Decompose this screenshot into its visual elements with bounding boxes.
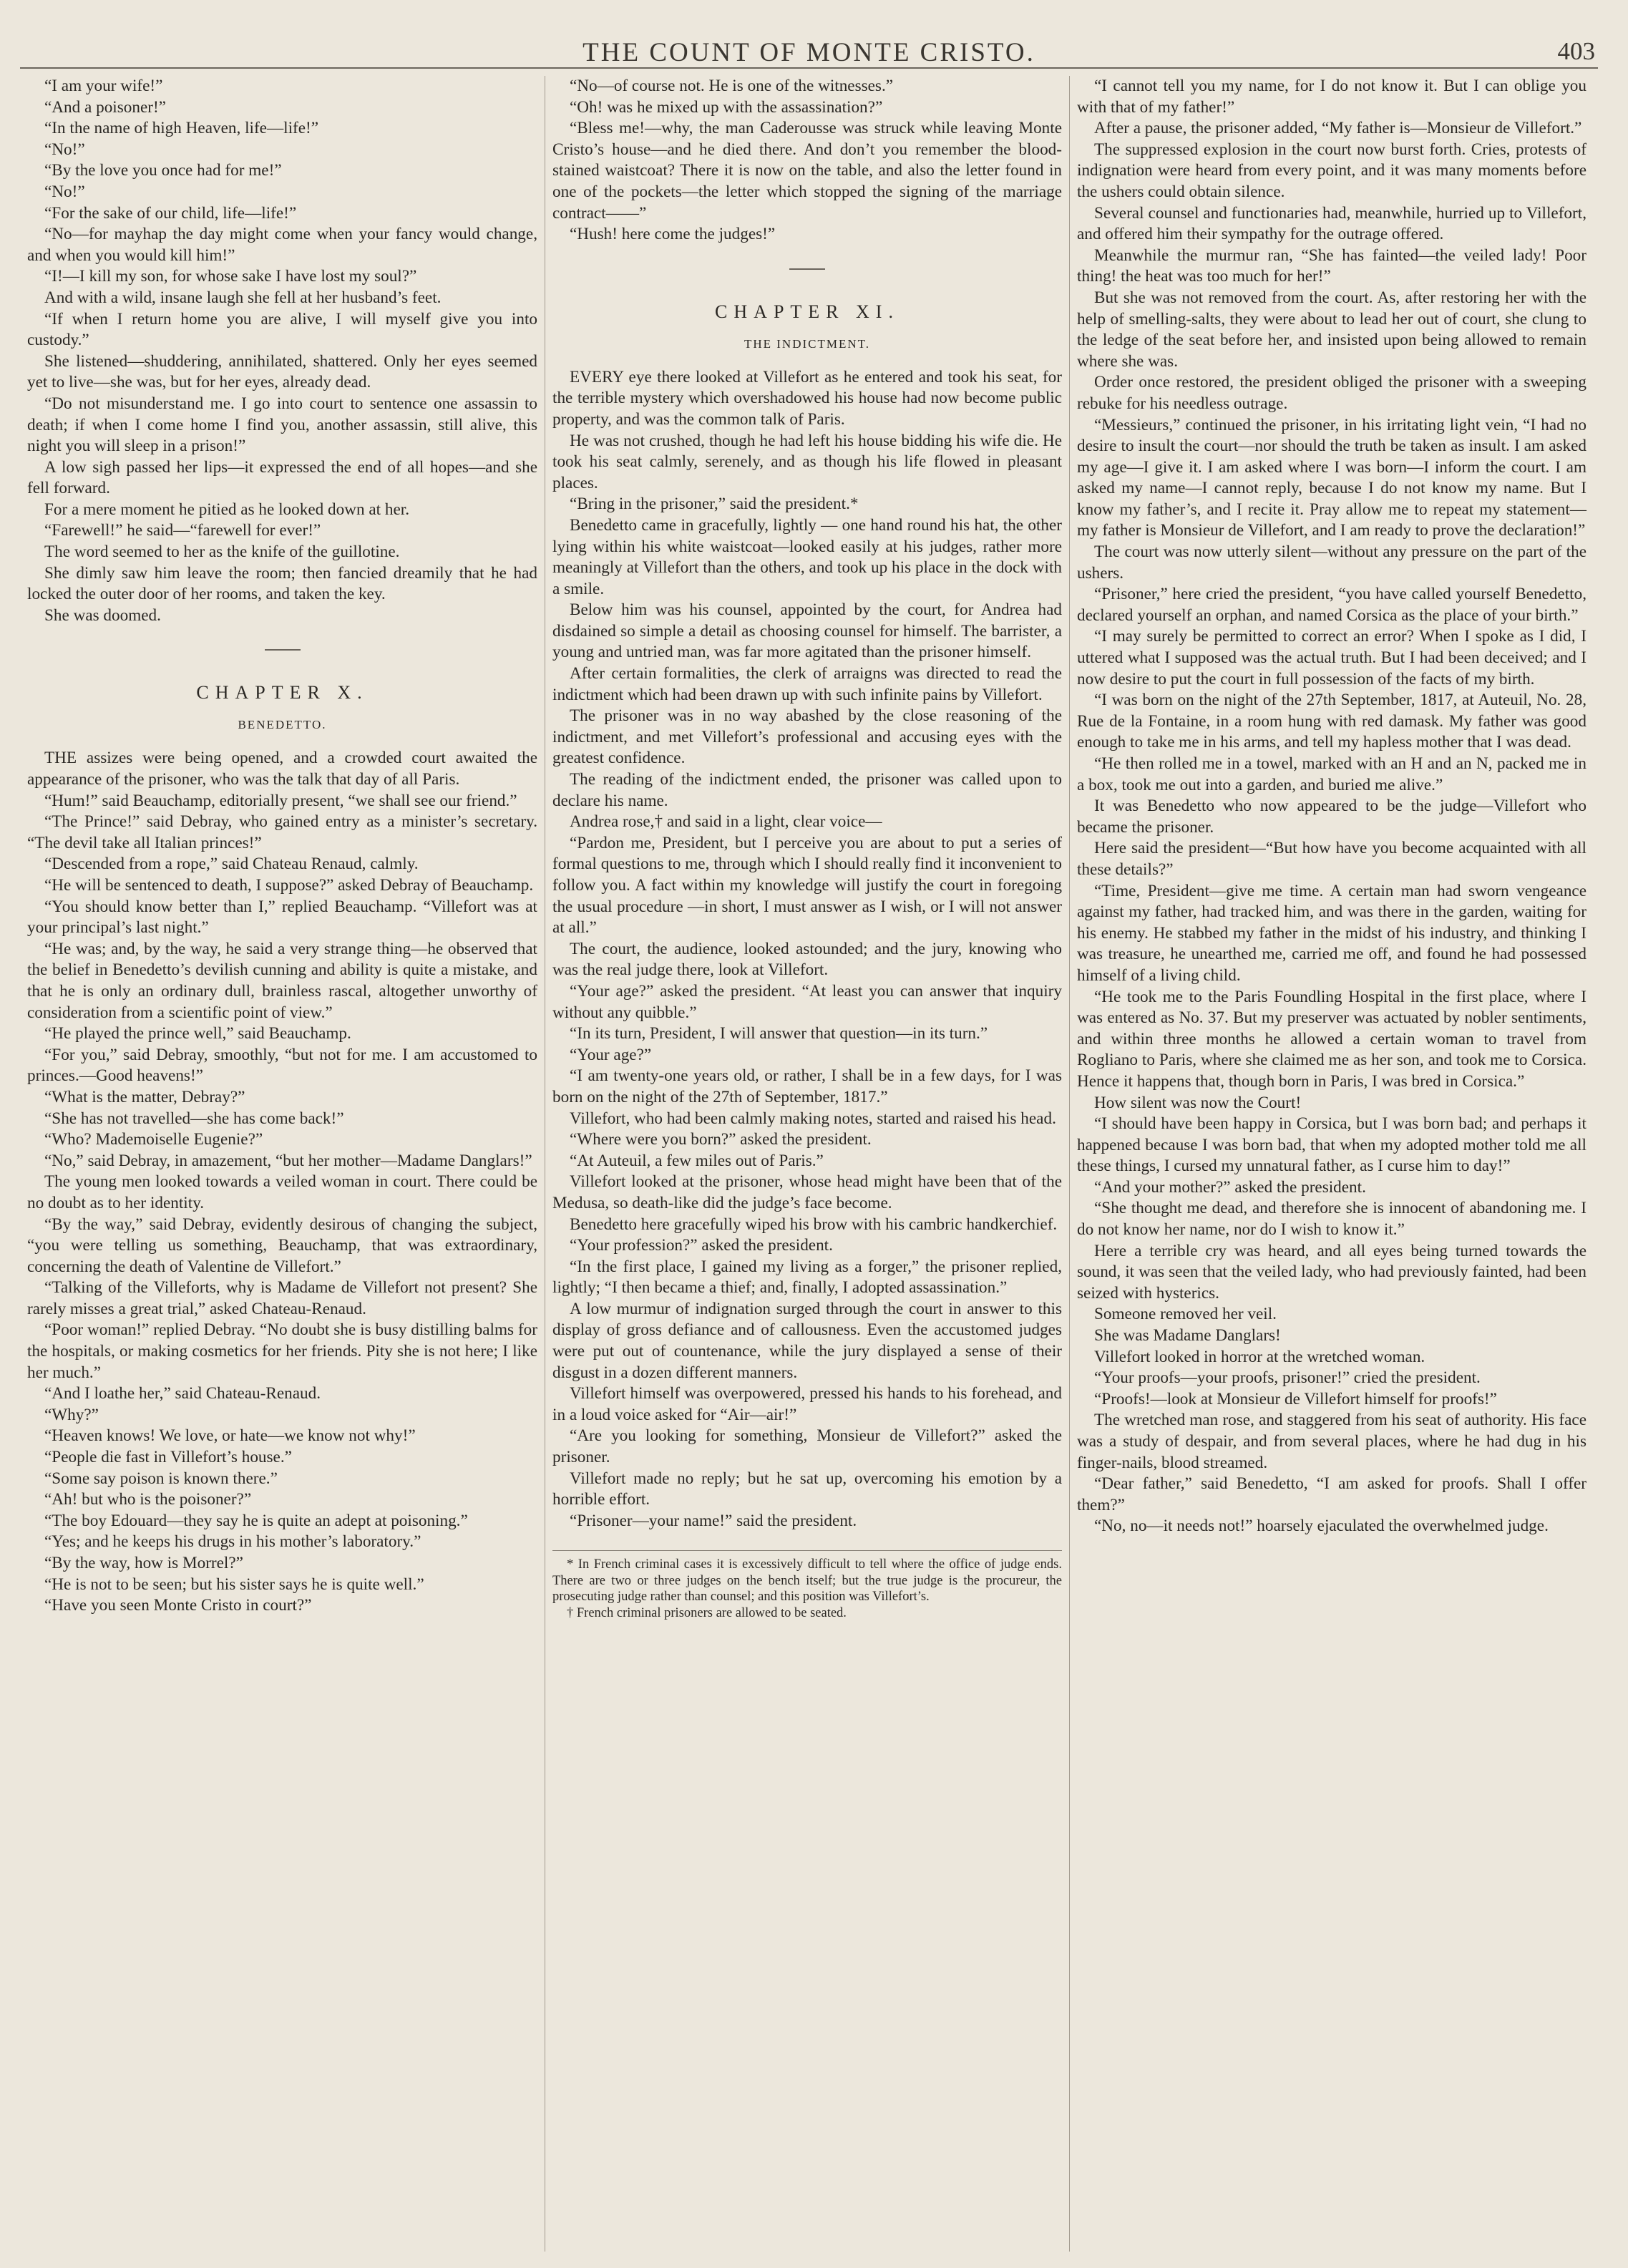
paragraph: “Prisoner—your name!” said the president. [570,1511,857,1530]
paragraph: “Ah! but who is the poisoner?” [44,1490,252,1509]
paragraph: “I am twenty-one years old, or rather, I shall be in a few days, for I was born on the night of the 27th of September, 1817.” [552,1066,1062,1106]
paragraph: “She has not travelled—she has come back!” [44,1109,344,1128]
paragraph: “Who? Mademoiselle Eugenie?” [44,1130,263,1149]
paragraph: THE assizes were being opened, and a crowded court awaited the appearance of the prisoner, who was the talk that day of all Paris. [27,749,537,789]
paragraph: Here said the president—“But how have you become acquainted with all these details?” [1077,839,1586,879]
paragraph: Villefort looked at the prisoner, whose head might have been that of the Medusa, so death-like did the judge’s face become. [552,1172,1062,1212]
paragraph: “Hush! here come the judges!” [570,225,776,244]
paragraph: She listened—shuddering, annihilated, shattered. Only her eyes seemed yet to live—she was, but for her eyes, already dead. [27,351,537,392]
paragraph: The court was now utterly silent—without any pressure on the part of the ushers. [1077,542,1586,583]
column-1 [20,76,545,2252]
chapter-heading-block [552,268,1062,351]
paragraph: The reading of the indictment ended, the prisoner was called upon to declare his name. [552,770,1062,810]
paragraph: “Bless me!—why, the man Caderousse was struck while leaving Monte Cristo’s house—and he died there. And don’t you remember the blood-stained waistcoat? There it is now on the table, and also the letter found in one of the pockets—the letter which stopped the signing of the marriage contract——” [552,119,1062,223]
paragraph: The court, the audience, looked astounded; and the jury, knowing who was the real judge there, look at Villefort. [552,939,1062,980]
paragraph: For a mere moment he pitied as he looked down at her. [44,500,409,519]
paragraph: “No!” [44,140,85,159]
paragraph: “No,” said Debray, in amazement, “but her mother—Madame Danglars!” [44,1151,532,1170]
paragraph: “Your age?” [570,1045,652,1064]
page-header [20,36,1598,69]
column-2 [545,76,1069,2252]
chapter-subtitle: BENEDETTO. [238,718,327,732]
paragraph: “He was; and, by the way, he said a very strange thing—he observed that the belief in Benedetto’s devilish cunning and ability is quite a mistake, and that he is only an ordinary dull, brainless rascal, altogether unworthy of consideration from a scientific point of view.” [27,939,537,1022]
paragraph: “Talking of the Villeforts, why is Madame de Villefort not present? She rarely misses a great trial,” asked Chateau-Renaud. [27,1278,537,1318]
paragraph: “And a poisoner!” [44,97,166,117]
paragraph: “Descended from a rope,” said Chateau Renaud, calmly. [44,855,419,874]
paragraph: The word seemed to her as the knife of the guillotine. [44,542,400,562]
paragraph: She dimly saw him leave the room; then fancied dreamily that he had locked the outer door of her rooms, and taken the key. [27,563,537,604]
paragraph: “For you,” said Debray, smoothly, “but not for me. I am accustomed to princes.—Good heavens!” [27,1045,537,1086]
paragraph: “I am your wife!” [44,77,163,95]
chapter-subtitle: THE INDICTMENT. [744,336,871,351]
paragraph: “By the way,” said Debray, evidently desirous of changing the subject, “you were telling us something, Beauchamp, that was extraordinary, concerning the death of Valentine de Villefort.” [27,1215,537,1276]
paragraph: “Your profession?” asked the president. [570,1236,833,1255]
paragraph: “I was born on the night of the 27th September, 1817, at Auteuil, No. 28, Rue de la Fontaine, in a room hung with red damask. My father was good enough to take me in his arms, and tell my hapless mother that I was dead. [1077,691,1586,752]
paragraph: “In the name of high Heaven, life—life!” [44,119,319,138]
paragraph: “By the love you once had for me!” [44,161,282,180]
paragraph: “In its turn, President, I will answer that question—in its turn.” [570,1024,988,1043]
paragraph: Several counsel and functionaries had, meanwhile, hurried up to Villefort, and offered him their sympathy for the outrage offered. [1077,203,1586,244]
paragraph: She was Madame Danglars! [1094,1326,1281,1345]
paragraph: Benedetto here gracefully wiped his brow with his cambric handkerchief. [570,1215,1058,1234]
paragraph: “Prisoner,” here cried the president, “you have called yourself Benedetto, declared yourself an orphan, and named Corsica as the place of your birth.” [1077,585,1586,625]
paragraph: “No—for mayhap the day might come when your fancy would change, and when you would kill him!” [27,225,537,265]
paragraph: A low murmur of indignation surged through the court in answer to this display of gross defiance and of callousness. Even the accustomed judges were put out of countenance, while the jury displayed a sense of their disgust in a dozen different manners. [552,1299,1062,1382]
paragraph: After certain formalities, the clerk of arraigns was directed to read the indictment which had been drawn up with such infinite pains by Villefort. [552,664,1062,704]
paragraph: “Your age?” asked the president. “At least you can answer that inquiry without any quibble.” [552,981,1062,1022]
column-3 [1069,76,1594,2252]
paragraph: The young men looked towards a veiled woman in court. There could be no doubt as to her identity. [27,1172,537,1212]
paragraph: Below him was his counsel, appointed by the court, for Andrea had disdained so simple a detail as choosing counsel for himself. The barrister, a young and untried man, was far more agitated than the prisoner himself. [552,600,1062,662]
paragraph: Someone removed her veil. [1094,1305,1277,1324]
paragraph: “Bring in the prisoner,” said the president.* [570,495,859,514]
paragraph: “Do not misunderstand me. I go into court to sentence one assassin to death; if when I come home I find you, another assassin, still alive, this night you will sleep in a prison!” [27,394,537,456]
paragraph: Andrea rose,† and said in a light, clear voice— [570,812,882,832]
paragraph: “He then rolled me in a towel, marked with an H and an N, packed me in a box, took me out into a garden, and buried me alive.” [1077,754,1586,794]
paragraph: “People die fast in Villefort’s house.” [44,1448,292,1467]
paragraph: “In the first place, I gained my living as a forger,” the prisoner replied, lightly; “I then became a thief; and, finally, I adopted assassination.” [552,1257,1062,1298]
chapter-divider [789,268,825,270]
footnote: * In French criminal cases it is excessively difficult to tell where the office of judge ends. There are two or three judges on the bench itself; but the true judge is the procureur, the prosecuting judge rather than counsel; and this position was Villefort’s. [552,1557,1062,1605]
paragraph: “I should have been happy in Corsica, but I was born bad; and perhaps it happened because I was born bad, that when my adopted mother told me all these things, I cursed my unnatural father, as I curse him to day!” [1077,1114,1586,1176]
paragraph: But she was not removed from the court. As, after restoring her with the help of smelling-salts, they were about to lead her out of court, she clung to the ledge of the seat before her, and insisted upon being allowed to remain where she was. [1077,288,1586,371]
text-columns [20,76,1598,2252]
paragraph: “Have you seen Monte Cristo in court?” [44,1596,312,1615]
paragraph: After a pause, the prisoner added, “My father is—Monsieur de Villefort.” [1094,119,1582,138]
paragraph: “Your proofs—your proofs, prisoner!” cried the president. [1094,1368,1481,1388]
paragraph: “If when I return home you are alive, I will myself give you into custody.” [27,309,537,350]
paragraph: “The Prince!” said Debray, who gained entry as a minister’s secretary. “The devil take all Italian princes!” [27,812,537,852]
paragraph: “No—of course not. He is one of the witnesses.” [570,77,894,95]
paragraph: How silent was now the Court! [1094,1093,1302,1112]
paragraph: “Pardon me, President, but I perceive you are about to put a series of formal questions to me, through which I should really find it inconvenient to follow you. A fact within my knowledge will justify the court in foregoing the usual procedure —in short, I must answer as I wish, or I will not answer at all.” [552,833,1062,938]
paragraph: “I cannot tell you my name, for I do not know it. But I can oblige you with that of my father!” [1077,77,1586,117]
paragraph: She was doomed. [44,605,161,625]
paragraph: “I!—I kill my son, for whose sake I have lost my soul?” [44,267,417,286]
paragraph: “By the way, how is Morrel?” [44,1554,243,1572]
paragraph: “You should know better than I,” replied Beauchamp. “Villefort was at your principal’s last night.” [27,897,537,938]
paragraph: Villefort, who had been calmly making notes, started and raised his head. [570,1109,1056,1128]
paragraph: “What is the matter, Debray?” [44,1087,245,1106]
paragraph: “He is not to be seen; but his sister says he is quite well.” [44,1575,424,1594]
paragraph: He was not crushed, though he had left his house bidding his wife die. He took his seat calmly, serenely, and as though his life flowed in pleasant places. [552,431,1062,492]
paragraph: “Why?” [44,1405,99,1424]
paragraph: “Farewell!” he said—“farewell for ever!” [44,521,321,540]
paragraph: “He played the prince well,” said Beauchamp. [44,1024,351,1043]
footnotes [552,1550,1062,1621]
paragraph: The prisoner was in no way abashed by the close reasoning of the indictment, and met Villefort’s professional and accusing eyes with the greatest confidence. [552,706,1062,768]
paragraph: The suppressed explosion in the court now burst forth. Cries, protests of indignation were heard from every point, and it was many moments before the ushers could obtain silence. [1077,140,1586,201]
paragraph: Meanwhile the murmur ran, “She has fainted—the veiled lady! Poor thing! the heat was too much for her!” [1077,245,1586,286]
paragraph: “She thought me dead, and therefore she is innocent of abandoning me. I do not know her name, nor do I wish to know it.” [1077,1199,1586,1240]
chapter-heading: CHAPTER XI. [715,301,900,322]
paragraph: Villefort himself was overpowered, pressed his hands to his forehead, and in a loud voice asked for “Air—air!” [552,1384,1062,1424]
paragraph: “He will be sentenced to death, I suppose?” asked Debray of Beauchamp. [44,876,534,895]
paragraph: “Heaven knows! We love, or hate—we know not why!” [44,1426,416,1446]
paragraph: “Are you looking for something, Monsieur de Villefort?” asked the prisoner. [552,1426,1062,1467]
paragraph: “He took me to the Paris Foundling Hospital in the first place, where I was entered as No. 37. But my preserver was actuated by nobler sentiments, and within three months he allowed a certain woman to travel from Rogliano to Paris, where she claimed me as her son, and took me to Corsica. Hence it happens that, though born in Paris, I was bred in Corsica.” [1077,987,1586,1091]
paragraph: A low sigh passed her lips—it expressed the end of all hopes—and she fell forward. [27,457,537,498]
paragraph: “Some say poison is known there.” [44,1469,278,1488]
paragraph: “No!” [44,182,85,201]
paragraph: “Proofs!—look at Monsieur de Villefort himself for proofs!” [1094,1389,1497,1408]
paragraph: “Dear father,” said Benedetto, “I am asked for proofs. Shall I offer them?” [1077,1474,1586,1514]
chapter-divider [265,649,301,651]
paragraph: “For the sake of our child, life—life!” [44,203,297,223]
paragraph: “Messieurs,” continued the prisoner, in his irritating light vein, “I had no desire to insult the court—nor should the truth be taken as insult. I am asked my age—I give it. I am asked where I was born—I inform the court. I am asked my name—I cannot reply, because I do not know my name. But I know my father’s, and I recite it. Pray allow me to repeat my statement—my father is Monsieur de Villefort, and I am ready to prove the declaration!” [1077,415,1586,540]
running-title: THE COUNT OF MONTE CRISTO. [583,38,1035,67]
paragraph: Here a terrible cry was heard, and all eyes being turned towards the sound, it was seen that the veiled lady, who had previously fainted, had been seized with hysterics. [1077,1241,1586,1303]
paragraph: Villefort looked in horror at the wretched woman. [1094,1347,1425,1366]
paragraph: “Poor woman!” replied Debray. “No doubt she is busy distilling balms for the hospitals, or making cosmetics for her friends. Pity she is not here; I like her much.” [27,1320,537,1382]
paragraph: Order once restored, the president obliged the prisoner with a sweeping rebuke for his needless outrage. [1077,373,1586,413]
paragraph: The wretched man rose, and staggered from his seat of authority. His face was a study of despair, and from several places, where he had dug in his finger-nails, blood streamed. [1077,1411,1586,1472]
paragraph: “Oh! was he mixed up with the assassination?” [570,97,883,117]
paragraph: And with a wild, insane laugh she fell at her husband’s feet. [44,288,442,307]
paragraph: “And I loathe her,” said Chateau-Renaud. [44,1384,321,1403]
paragraph: “Time, President—give me time. A certain man had sworn vengeance against my father, had tracked him, and was there in the garden, waiting for his enemy. He stabbed my father in the midst of his industry, and thinking I was treasure, he unearthed me, carried me off, and found he had possessed himself of a living child. [1077,881,1586,985]
paragraph: “And your mother?” asked the president. [1094,1177,1366,1197]
paragraph: Villefort made no reply; but he sat up, overcoming his emotion by a horrible effort. [552,1469,1062,1509]
paragraph: “Where were you born?” asked the president. [570,1130,872,1149]
footnote: † French criminal prisoners are allowed to be seated. [567,1605,847,1620]
paragraph: “Hum!” said Beauchamp, editorially present, “we shall see our friend.” [44,791,517,810]
chapter-heading-block [27,649,537,732]
page-number: 403 [1557,37,1595,65]
paragraph: “I may surely be permitted to correct an error? When I spoke as I did, I uttered what I supposed was the actual truth. But I had been deceived; and I now desire to put the court in full possession of the facts of my birth. [1077,627,1586,688]
chapter-heading: CHAPTER X. [196,682,369,704]
paragraph: EVERY eye there looked at Villefort as he entered and took his seat, for the terrible mystery which overshadowed his house had now become public property, and was the common talk of Paris. [552,367,1062,429]
paragraph: “At Auteuil, a few miles out of Paris.” [570,1151,824,1170]
paragraph: “The boy Edouard—they say he is quite an adept at poisoning.” [44,1511,468,1530]
paragraph: Benedetto came in gracefully, lightly — one hand round his hat, the other lying within his white waistcoat—looked easily at his judges, rather more meaningly at Villefort than the others, and took up his place in the dock with a smile. [552,515,1062,598]
paragraph: “No, no—it needs not!” hoarsely ejaculated the overwhelmed judge. [1094,1517,1549,1536]
paragraph: “Yes; and he keeps his drugs in his mother’s laboratory.” [44,1532,421,1552]
paragraph: It was Benedetto who now appeared to be the judge—Villefort who became the prisoner. [1077,797,1586,837]
